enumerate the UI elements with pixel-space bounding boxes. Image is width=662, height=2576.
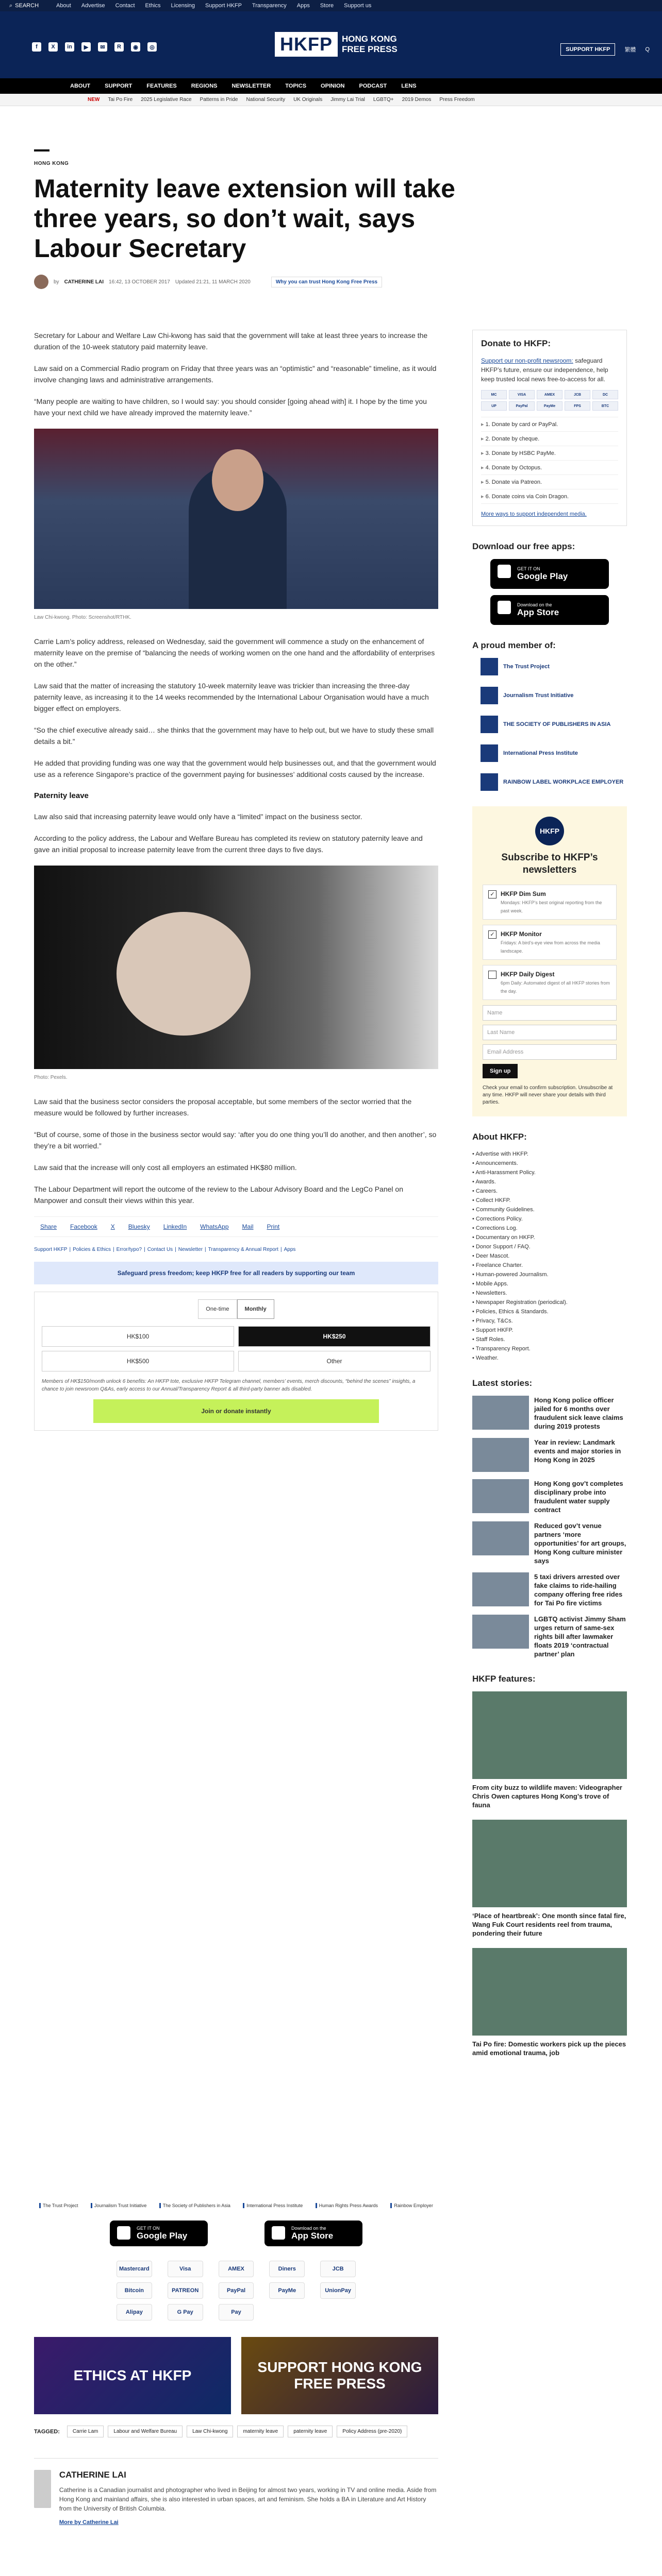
utility-link[interactable]: Transparency bbox=[252, 3, 287, 9]
language-switch[interactable]: 繁體 bbox=[624, 47, 636, 53]
partner-logo[interactable]: The Society of Publishers in Asia bbox=[159, 2203, 230, 2208]
footer-link[interactable]: Contact Us bbox=[147, 1247, 173, 1252]
updated-date: Updated 21:21, 11 MARCH 2020 bbox=[175, 279, 251, 285]
latest-story[interactable] bbox=[472, 1396, 627, 1431]
share-link[interactable]: WhatsApp bbox=[200, 1223, 229, 1230]
social-icons bbox=[32, 42, 157, 52]
member-logo-icon bbox=[481, 687, 498, 704]
trending-bar bbox=[0, 94, 662, 106]
google-play-button[interactable] bbox=[110, 2221, 208, 2246]
social-icon[interactable]: ✉ bbox=[98, 42, 107, 52]
newsletter-info bbox=[501, 971, 611, 994]
tag-link[interactable]: Carrie Lam bbox=[67, 2426, 104, 2437]
member-logo-icon bbox=[481, 716, 498, 733]
article-paragraph: Law said on a Commercial Radio program on Friday that three years was an “optimistic” and “reasonable” timeline, as it would involve changing laws and administrative arrangements. bbox=[34, 364, 437, 384]
social-icon[interactable]: R bbox=[114, 42, 124, 52]
tag-link[interactable]: Labour and Welfare Bureau bbox=[108, 2426, 183, 2437]
main-nav-item[interactable]: PODCAST bbox=[359, 83, 387, 89]
main-nav-item[interactable]: LENS bbox=[401, 83, 417, 89]
donate-method-link[interactable]: ▸ 1. Donate by card or PayPal. bbox=[481, 417, 618, 432]
partner-logos bbox=[34, 2200, 438, 2211]
footer-link[interactable]: Policies & Ethics bbox=[73, 1247, 111, 1252]
article-footer-links bbox=[34, 1244, 438, 1256]
partner-logo[interactable]: International Press Institute bbox=[243, 2203, 303, 2208]
newsletter-option[interactable] bbox=[483, 925, 617, 960]
latest-story-title[interactable]: LGBTQ activist Jimmy Sham urges return of same-sex rights bill after lawmaker floats 2019 ‘contractual partner’ plan bbox=[534, 1615, 626, 1658]
one-time-option[interactable]: One-time bbox=[198, 1299, 237, 1319]
footer-link[interactable]: | bbox=[280, 1247, 282, 1252]
about-link[interactable]: • Careers. bbox=[472, 1187, 627, 1196]
latest-story[interactable] bbox=[472, 1438, 627, 1472]
about-link[interactable]: • Corrections Log. bbox=[472, 1224, 627, 1233]
latest-story-title[interactable]: Hong Kong gov’t completes disciplinary probe into fraudulent water supply contract bbox=[534, 1480, 623, 1514]
utility-link[interactable]: About bbox=[56, 3, 71, 9]
latest-story-title[interactable]: Year in review: Landmark events and major stories in Hong Kong in 2025 bbox=[534, 1438, 621, 1464]
member-logo-label: RAINBOW LABEL WORKPLACE EMPLOYER bbox=[503, 779, 624, 785]
logo-mark: HKFP bbox=[275, 32, 338, 57]
social-icon[interactable]: f bbox=[32, 42, 41, 52]
article-paragraph: “So the chief executive already said… she thinks that the government may have to help out, but we have to study these small details a bit.” bbox=[34, 726, 434, 745]
member-logo[interactable] bbox=[481, 687, 627, 704]
ethics-banner[interactable]: ETHICS AT HKFP bbox=[34, 2337, 231, 2414]
card-brand-logo: AMEX bbox=[537, 390, 562, 399]
newsletter-signup bbox=[472, 806, 627, 1116]
article-tags bbox=[34, 2426, 438, 2437]
card-brand-logo: VISA bbox=[509, 390, 535, 399]
search-icon: ⌕ bbox=[9, 2, 13, 9]
sidebar-donate bbox=[472, 330, 627, 526]
feature-thumbnail[interactable] bbox=[472, 1691, 627, 1779]
article-header bbox=[34, 149, 477, 289]
byline bbox=[34, 275, 477, 289]
latest-story[interactable] bbox=[472, 1521, 627, 1565]
payment-logo: Diners bbox=[269, 2261, 305, 2277]
sidebar-google-label: Google Play bbox=[517, 571, 568, 581]
article-photo-law-chi-kwong bbox=[34, 429, 438, 609]
about-link[interactable]: • Policies, Ethics & Standards. bbox=[472, 1307, 627, 1316]
feature-title[interactable]: From city buzz to wildlife maven: Videographer Chris Owen captures Hong Kong’s trove of fauna bbox=[472, 1784, 622, 1809]
feature-title[interactable]: ‘Place of heartbreak’: One month since fatal fire, Wang Fuk Court residents reel from trauma, pondering their future bbox=[472, 1912, 626, 1937]
monthly-option[interactable]: Monthly bbox=[237, 1299, 274, 1319]
utility-link[interactable]: Store bbox=[320, 3, 334, 9]
article-paragraph: “But of course, some of those in the business sector would say: ‘after you do one thing you’ll do another, and then another’, so they’re a bit worried.” bbox=[34, 1130, 437, 1150]
kicker-rule bbox=[34, 149, 49, 151]
footer-link[interactable]: Transparency & Annual Report bbox=[208, 1247, 279, 1252]
sidebar-google-small: GET IT ON bbox=[517, 566, 540, 571]
about-link[interactable]: • Human-powered Journalism. bbox=[472, 1270, 627, 1279]
about-link[interactable]: • Transparency Report. bbox=[472, 1344, 627, 1353]
card-brand-logo: PayMe bbox=[537, 401, 562, 411]
card-brand-logo: JCB bbox=[565, 390, 590, 399]
about-link[interactable]: • Privacy, T&Cs. bbox=[472, 1316, 627, 1326]
article-paragraph: Law said that the business sector considers the proposal acceptable, but some members of the sector worried that the measure would be followed by further increases. bbox=[34, 1097, 412, 1117]
header-actions bbox=[560, 43, 650, 56]
partner-logo[interactable]: Rainbow Employer bbox=[390, 2203, 433, 2208]
payment-logo: PATREON bbox=[168, 2282, 203, 2299]
tag-link[interactable]: paternity leave bbox=[288, 2426, 333, 2437]
partner-logo[interactable]: The Trust Project bbox=[39, 2203, 78, 2208]
about-link[interactable]: • Mobile Apps. bbox=[472, 1279, 627, 1289]
trending-link[interactable]: Press Freedom bbox=[439, 97, 475, 103]
footer-link[interactable]: Newsletter bbox=[178, 1247, 203, 1252]
footer-link[interactable]: Apps bbox=[284, 1247, 296, 1252]
article-paragraph: According to the policy address, the Labour and Welfare Bureau has completed its review on statutory paternity leave and gave an initial proposal to increase paternity leave from the current three days to five days. bbox=[34, 834, 423, 854]
tag-link[interactable]: Law Chi-kwong bbox=[187, 2426, 233, 2437]
share-link[interactable]: Share bbox=[40, 1223, 57, 1230]
article-bottom bbox=[34, 2200, 438, 2526]
latest-story[interactable] bbox=[472, 1479, 627, 1514]
member-logo[interactable] bbox=[481, 773, 627, 791]
newsletter-name: HKFP Monitor bbox=[501, 930, 542, 938]
social-icon[interactable]: in bbox=[65, 42, 74, 52]
donate-methods bbox=[481, 417, 618, 504]
member-logo[interactable] bbox=[481, 658, 627, 675]
member-logo-icon bbox=[481, 744, 498, 762]
utility-search[interactable] bbox=[9, 3, 39, 9]
share-link[interactable]: Bluesky bbox=[128, 1223, 150, 1230]
amount-250[interactable]: HK$250 bbox=[238, 1326, 431, 1347]
card-brand-logo: BTC bbox=[592, 401, 618, 411]
latest-story-thumbnail[interactable] bbox=[472, 1615, 529, 1649]
latest-story-title[interactable]: 5 taxi drivers arrested over fake claims to ride-hailing company offering free rides for Tai Po fire victims bbox=[534, 1573, 623, 1607]
payment-logo: AMEX bbox=[219, 2261, 254, 2277]
main-nav-item[interactable]: OPINION bbox=[321, 83, 345, 89]
app-store-label: App Store bbox=[291, 2231, 334, 2241]
main-nav-item[interactable]: TOPICS bbox=[285, 83, 307, 89]
footer-link[interactable]: | bbox=[175, 1247, 176, 1252]
frequency-toggle bbox=[42, 1299, 431, 1319]
article-paragraph: Law said that the matter of increasing the statutory 10-week maternity leave was trickier than increasing the three-day paternity leave, as increasing it to the 14 weeks recommended by the International Labour Organisation would have a much bigger effect on employers. bbox=[34, 682, 429, 713]
byline-prefix: by bbox=[54, 279, 59, 285]
trending-link[interactable]: National Security bbox=[246, 97, 286, 103]
member-logo[interactable] bbox=[481, 744, 627, 762]
article-paragraph: Law also said that increasing paternity leave would only have a “limited” impact on the business sector. bbox=[34, 812, 362, 821]
amount-100[interactable]: HK$100 bbox=[42, 1326, 234, 1347]
article-photo-pregnancy bbox=[34, 866, 438, 1069]
sidebar-about bbox=[472, 1132, 627, 1363]
about-link[interactable]: • Newsletters. bbox=[472, 1289, 627, 1298]
footer-link[interactable]: | bbox=[144, 1247, 145, 1252]
newsletter-option[interactable] bbox=[483, 965, 617, 1000]
donate-method-link[interactable]: ▸ 5. Donate via Patreon. bbox=[481, 475, 618, 489]
member-benefits-text: Members of HK$150/month unlock 6 benefits: An HKFP tote, exclusive HKFP Telegram channel, members’ events, merch discounts, “behind the scenes” insights, a chance to join newsroom Q&As, early access to our Annual/Transparency Report & all third-party banner ads disabled. bbox=[42, 1379, 416, 1392]
sidebar-features bbox=[472, 1674, 627, 2057]
author-box bbox=[34, 2458, 438, 2526]
author-photo[interactable] bbox=[34, 2470, 51, 2508]
utility-link[interactable]: Contact bbox=[115, 3, 135, 9]
utility-link[interactable]: Advertise bbox=[81, 3, 105, 9]
about-link[interactable]: • Collect HKFP. bbox=[472, 1196, 627, 1205]
footer-link[interactable]: | bbox=[205, 1247, 206, 1252]
tag-link[interactable]: maternity leave bbox=[237, 2426, 284, 2437]
feature-thumbnail[interactable] bbox=[472, 1820, 627, 1907]
logo-line-1: HONG KONG bbox=[342, 34, 397, 44]
utility-link[interactable]: Apps bbox=[296, 3, 310, 9]
sidebar-memberships bbox=[472, 640, 627, 791]
member-logo[interactable] bbox=[481, 716, 627, 733]
app-store-small: Download on the bbox=[291, 2226, 326, 2231]
main-nav-item[interactable]: FEATURES bbox=[146, 83, 177, 89]
latest-story-thumbnail[interactable] bbox=[472, 1479, 529, 1513]
member-logos bbox=[472, 658, 627, 791]
about-link[interactable]: • Donor Support / FAQ. bbox=[472, 1242, 627, 1251]
share-link[interactable]: Mail bbox=[242, 1223, 254, 1230]
apple-icon bbox=[498, 601, 511, 614]
donate-description: safeguard HKFP’s future, ensure our independence, help keep trusted local news free-to-access for all. bbox=[481, 357, 608, 383]
social-icon[interactable]: ▶ bbox=[81, 42, 91, 52]
about-link[interactable]: • Newspaper Registration (periodical). bbox=[472, 1298, 627, 1307]
app-store-buttons bbox=[34, 2221, 438, 2246]
about-title: About HKFP: bbox=[472, 1132, 527, 1142]
newsletter-info bbox=[501, 890, 611, 914]
latest-story[interactable] bbox=[472, 1615, 627, 1658]
published-date: 16:42, 13 OCTOBER 2017 bbox=[109, 279, 170, 285]
donate-method-link[interactable]: ▸ 4. Donate by Octopus. bbox=[481, 461, 618, 475]
sidebar-apps-title: Download our free apps: bbox=[472, 541, 575, 551]
donate-method-link[interactable]: ▸ 2. Donate by cheque. bbox=[481, 432, 618, 446]
newsletter-checkbox[interactable] bbox=[488, 971, 496, 979]
sidebar-apple-label: App Store bbox=[517, 607, 559, 617]
join-donate-button[interactable]: Join or donate instantly bbox=[93, 1399, 379, 1423]
share-bar bbox=[34, 1216, 438, 1237]
sidebar-donate-text bbox=[481, 356, 618, 384]
newsletter-info bbox=[501, 930, 611, 954]
payment-logo: Bitcoin bbox=[117, 2282, 152, 2299]
share-link[interactable]: LinkedIn bbox=[163, 1223, 187, 1230]
latest-story-thumbnail[interactable] bbox=[472, 1572, 529, 1606]
google-play-icon bbox=[498, 565, 511, 578]
amount-500[interactable]: HK$500 bbox=[42, 1351, 234, 1371]
card-brand-logo: DC bbox=[592, 390, 618, 399]
non-profit-link[interactable]: Support our non-profit newsroom: bbox=[481, 357, 573, 364]
sidebar-app-store-button[interactable] bbox=[490, 595, 609, 625]
card-brand-logo: FPS bbox=[565, 401, 590, 411]
trust-link[interactable]: Why you can trust Hong Kong Free Press bbox=[271, 277, 382, 287]
about-link[interactable]: • Deer Mascot. bbox=[472, 1251, 627, 1261]
main-nav-item[interactable]: ABOUT bbox=[70, 83, 91, 89]
trending-link[interactable]: Patterns in Pride bbox=[200, 97, 238, 103]
trending-link[interactable]: 2025 Legislative Race bbox=[141, 97, 192, 103]
sidebar bbox=[472, 330, 627, 2073]
feature-thumbnail[interactable] bbox=[472, 1948, 627, 2036]
payment-logo: G Pay bbox=[168, 2304, 203, 2320]
sidebar-latest bbox=[472, 1378, 627, 1658]
latest-story-title[interactable]: Hong Kong police officer jailed for 6 months over fraudulent sick leave claims during 2019 protests bbox=[534, 1396, 623, 1430]
author-link[interactable]: CATHERINE LAI bbox=[64, 279, 104, 285]
safeguard-banner[interactable]: Safeguard press freedom; keep HKFP free for all readers by supporting our team bbox=[34, 1262, 438, 1284]
latest-story-thumbnail[interactable] bbox=[472, 1396, 529, 1430]
photo-caption: Law Chi-kwong. Photo: Screenshot/RTHK. bbox=[34, 615, 131, 620]
main-nav-item[interactable]: REGIONS bbox=[191, 83, 218, 89]
app-store-button[interactable] bbox=[264, 2221, 362, 2246]
amount-other[interactable]: Other bbox=[238, 1351, 431, 1371]
payment-logo: Pay bbox=[219, 2304, 254, 2320]
member-logo-label: THE SOCIETY OF PUBLISHERS IN ASIA bbox=[503, 721, 611, 727]
subscribe-note: Check your email to confirm subscription. Unsubscribe at any time. HKFP will never share your details with third parties. bbox=[483, 1085, 613, 1105]
google-play-icon bbox=[117, 2226, 130, 2240]
google-play-label: Google Play bbox=[137, 2231, 188, 2241]
footer-link[interactable]: Support HKFP bbox=[34, 1247, 68, 1252]
email-input[interactable]: Email Address bbox=[483, 1044, 617, 1060]
about-link[interactable]: • Anti-Harassment Policy. bbox=[472, 1168, 627, 1177]
partner-logo[interactable]: Human Rights Press Awards bbox=[316, 2203, 378, 2208]
social-icon[interactable]: X bbox=[48, 42, 58, 52]
social-icon[interactable]: ◎ bbox=[147, 42, 157, 52]
social-icon[interactable]: ◉ bbox=[131, 42, 140, 52]
trending-link[interactable]: UK Originals bbox=[293, 97, 323, 103]
payment-logo: JCB bbox=[320, 2261, 356, 2277]
payment-logo: Alipay bbox=[117, 2304, 152, 2320]
sidebar-apple-small: Download on the bbox=[517, 602, 552, 607]
google-play-small: GET IT ON bbox=[137, 2226, 160, 2231]
about-link[interactable]: • Announcements. bbox=[472, 1159, 627, 1168]
latest-story-thumbnail[interactable] bbox=[472, 1521, 529, 1555]
partner-logo[interactable]: Journalism Trust Initiative bbox=[91, 2203, 147, 2208]
features-title: HKFP features: bbox=[472, 1674, 536, 1684]
article-paragraph: Secretary for Labour and Welfare Law Chi-kwong has said that the government will take at least three years to increase the duration of the 10-week statutory paid maternity leave. bbox=[34, 331, 428, 351]
about-link[interactable]: • Weather. bbox=[472, 1353, 627, 1363]
donate-widget bbox=[34, 1292, 438, 1431]
article-paragraph: “Many people are waiting to have children, so I would say: you should consider [going ahead with] it. I hope by the time you have your next child we have already improved the maternity leave.” bbox=[34, 397, 427, 417]
subscribe-title: Subscribe to HKFP’s newsletters bbox=[501, 852, 598, 875]
article-body bbox=[34, 330, 438, 1431]
apple-icon bbox=[272, 2226, 285, 2240]
about-link[interactable]: • Corrections Policy. bbox=[472, 1214, 627, 1224]
trending-link[interactable]: LGBTQ+ bbox=[373, 97, 394, 103]
newsletter-desc: Mondays: HKFP’s best original reporting from the past week. bbox=[501, 900, 602, 913]
more-by-author-link[interactable]: More by Catherine Lai bbox=[59, 2519, 119, 2526]
card-brands bbox=[481, 390, 618, 411]
footer-link[interactable]: Error/typo? bbox=[116, 1247, 142, 1252]
support-hkfp-button[interactable]: SUPPORT HKFP bbox=[560, 43, 615, 56]
about-link[interactable]: • Community Guidelines. bbox=[472, 1205, 627, 1214]
tags-label: TAGGED: bbox=[34, 2428, 60, 2435]
utility-link[interactable]: Licensing bbox=[171, 3, 195, 9]
amount-options bbox=[42, 1326, 431, 1371]
share-link[interactable]: Facebook bbox=[70, 1223, 97, 1230]
payment-logo: UnionPay bbox=[320, 2282, 356, 2299]
newsletter-checkbox[interactable]: ✓ bbox=[488, 930, 496, 939]
main-nav bbox=[0, 78, 662, 94]
about-link[interactable]: • Advertise with HKFP. bbox=[472, 1149, 627, 1159]
sidebar-member-title: A proud member of: bbox=[472, 640, 556, 650]
share-link[interactable]: Print bbox=[267, 1223, 280, 1230]
utility-bar bbox=[0, 0, 662, 11]
tag-link[interactable]: Policy Address (pre-2020) bbox=[337, 2426, 407, 2437]
article-category[interactable]: HONG KONG bbox=[34, 161, 69, 166]
name-input[interactable]: Name bbox=[483, 1005, 617, 1021]
about-link[interactable]: • Documentary on HKFP. bbox=[472, 1233, 627, 1242]
article-title: Maternity leave extension will take three years, so don’t wait, says Labour Secretary bbox=[34, 174, 455, 263]
utility-link[interactable]: Ethics bbox=[145, 3, 161, 9]
author-box-name[interactable]: CATHERINE LAI bbox=[59, 2470, 126, 2480]
site-logo[interactable] bbox=[275, 32, 398, 57]
sidebar-google-play-button[interactable] bbox=[490, 559, 609, 589]
newsletter-name: HKFP Dim Sum bbox=[501, 890, 546, 897]
newsletter-option[interactable] bbox=[483, 885, 617, 920]
card-brand-logo: PayPal bbox=[509, 401, 535, 411]
trending-new-label: NEW bbox=[88, 97, 100, 103]
card-brand-logo: MC bbox=[481, 390, 507, 399]
latest-title: Latest stories: bbox=[472, 1378, 533, 1388]
header-search-icon[interactable]: Q bbox=[645, 46, 650, 53]
section-heading: Paternity leave bbox=[34, 791, 89, 800]
site-header bbox=[0, 11, 662, 78]
payment-logo: PayMe bbox=[269, 2282, 305, 2299]
utility-link[interactable]: Support us bbox=[344, 3, 372, 9]
article-paragraph: Carrie Lam’s policy address, released on Wednesday, said the government will commence a study on the enhancement of maternity leave on the premise of “balancing the needs of working women on the one hand and the affordability of enterprises on the other.” bbox=[34, 637, 435, 668]
member-logo-label: International Press Institute bbox=[503, 750, 578, 756]
about-links bbox=[472, 1149, 627, 1363]
donate-method-link[interactable]: ▸ 6. Donate coins via Coin Dragon. bbox=[481, 489, 618, 504]
sidebar-apps bbox=[472, 541, 627, 625]
about-link[interactable]: • Support HKFP. bbox=[472, 1326, 627, 1335]
article-paragraph: He added that providing funding was one way that the government would help businesses out, and that the government would use as a reference Singapore’s practice of the government paying for businesses’ additional costs caused by the increase. bbox=[34, 759, 436, 778]
logo-line-2: FREE PRESS bbox=[342, 44, 398, 54]
footer-link[interactable]: | bbox=[113, 1247, 114, 1252]
more-ways-link[interactable]: More ways to support independent media. bbox=[481, 511, 587, 517]
about-link[interactable]: • Awards. bbox=[472, 1177, 627, 1187]
share-link[interactable]: X bbox=[110, 1223, 115, 1230]
feature-title[interactable]: Tai Po fire: Domestic workers pick up the pieces amid emotional trauma, job bbox=[472, 2040, 626, 2057]
article-paragraph: Law said that the increase will only cost all employers an estimated HK$80 million. bbox=[34, 1163, 297, 1172]
newsletter-checkbox[interactable]: ✓ bbox=[488, 890, 496, 899]
main-nav-item[interactable]: NEWSLETTER bbox=[231, 83, 271, 89]
member-logo-icon bbox=[481, 658, 498, 675]
logo-wordmark bbox=[342, 34, 398, 55]
article-paragraph: The Labour Department will report the outcome of the review to the Labour Advisory Board and the LegCo Panel on Manpower and consult their views within this year. bbox=[34, 1185, 403, 1205]
about-link[interactable]: • Staff Roles. bbox=[472, 1335, 627, 1344]
payment-methods bbox=[34, 2256, 438, 2326]
latest-story-title[interactable]: Reduced gov’t venue partners ‘more opportunities’ for art groups, Hong Kong culture minister says bbox=[534, 1522, 626, 1565]
author-bio: Catherine is a Canadian journalist and photographer who lived in Beijing for almost two years, working in TV and online media. Aside from Hong Kong and mainland affairs, she is also interested in urban spaces, art and feminism. She holds a BA in Literature and Art History from the University of British Columbia. bbox=[59, 2486, 437, 2512]
newsletter-name: HKFP Daily Digest bbox=[501, 971, 555, 978]
hkfp-badge: HKFP bbox=[535, 817, 564, 845]
member-logo-label: The Trust Project bbox=[503, 664, 550, 670]
about-link[interactable]: • Freelance Charter. bbox=[472, 1261, 627, 1270]
utility-links bbox=[56, 3, 371, 9]
newsletter-desc: 6pm Daily: Automated digest of all HKFP stories from the day. bbox=[501, 980, 610, 994]
member-logo-label: Journalism Trust Initiative bbox=[503, 692, 574, 699]
latest-story[interactable] bbox=[472, 1572, 627, 1607]
utility-search-label: SEARCH bbox=[15, 3, 39, 9]
last-name-input[interactable]: Last Name bbox=[483, 1025, 617, 1040]
donate-method-link[interactable]: ▸ 3. Donate by HSBC PayMe. bbox=[481, 446, 618, 461]
payment-logo: PayPal bbox=[219, 2282, 254, 2299]
trending-link[interactable]: Jimmy Lai Trial bbox=[330, 97, 365, 103]
utility-link[interactable]: Support HKFP bbox=[205, 3, 242, 9]
author-avatar[interactable] bbox=[34, 275, 48, 289]
support-banner[interactable]: SUPPORT HONG KONG FREE PRESS bbox=[241, 2337, 438, 2414]
trending-link[interactable]: 2019 Demos bbox=[402, 97, 432, 103]
signup-button[interactable]: Sign up bbox=[483, 1064, 518, 1078]
payment-logo: Mastercard bbox=[117, 2261, 152, 2277]
footer-link[interactable]: | bbox=[69, 1247, 71, 1252]
card-brand-logo: UP bbox=[481, 401, 507, 411]
payment-logo: Visa bbox=[168, 2261, 203, 2277]
promo-banners bbox=[34, 2337, 438, 2414]
latest-story-thumbnail[interactable] bbox=[472, 1438, 529, 1472]
sidebar-donate-title: Donate to HKFP: bbox=[481, 338, 551, 348]
photo-caption-2: Photo: Pexels. bbox=[34, 1075, 68, 1080]
trending-link[interactable]: Tai Po Fire bbox=[108, 97, 133, 103]
newsletter-desc: Fridays: A bird’s-eye view from across the media landscape. bbox=[501, 940, 600, 954]
main-nav-item[interactable]: SUPPORT bbox=[105, 83, 133, 89]
member-logo-icon bbox=[481, 773, 498, 791]
